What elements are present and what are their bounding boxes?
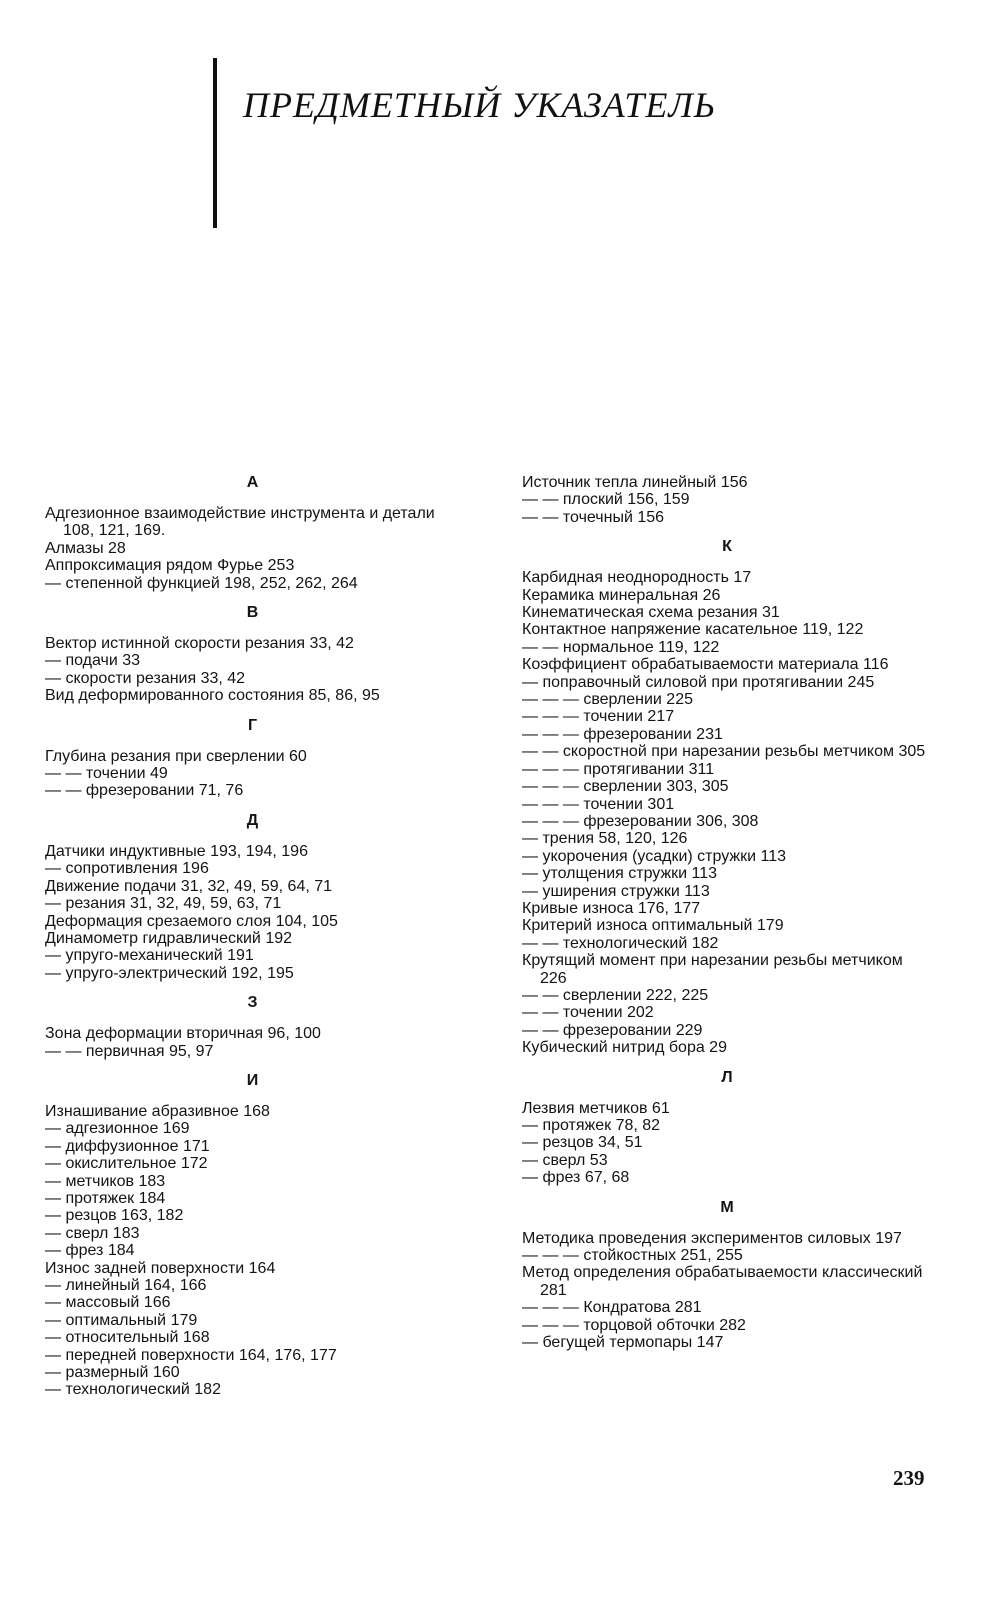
index-entry: Вид деформированного состояния 85, 86, 95	[45, 687, 380, 705]
index-entry: Метод определения обрабатываемости классический 281	[522, 1264, 923, 1299]
index-entry: Крутящий момент при нарезании резьбы метчиком 226	[522, 952, 903, 987]
title-rule	[213, 58, 217, 228]
index-entry: — — фрезеровании 71, 76	[45, 782, 244, 800]
index-section	[45, 812, 460, 982]
index-entry: — утолщения стружки 113	[522, 865, 718, 883]
index-entry: Лезвия метчиков 61	[522, 1099, 670, 1117]
index-column-left	[45, 474, 460, 1399]
index-section	[45, 1072, 460, 1399]
section-letter: В	[246, 604, 259, 622]
index-entry: — резцов 34, 51	[522, 1134, 643, 1152]
section-letter: Д	[246, 811, 259, 829]
index-entry: Вектор истинной скорости резания 33, 42	[45, 635, 354, 653]
index-entry: — трения 58, 120, 126	[522, 830, 688, 848]
index-section	[522, 1199, 932, 1352]
index-entry: — оптимальный 179	[45, 1311, 198, 1329]
index-entry: — — — фрезеровании 231	[522, 725, 723, 743]
index-entry: Коэффициент обрабатываемости материала 116	[522, 656, 889, 674]
index-entry: — протяжек 184	[45, 1189, 166, 1207]
index-entry: Движение подачи 31, 32, 49, 59, 64, 71	[45, 877, 333, 895]
index-entry: — резания 31, 32, 49, 59, 63, 71	[45, 895, 282, 913]
index-entry: — размерный 160	[45, 1364, 180, 1382]
index-entry: — резцов 163, 182	[45, 1207, 184, 1225]
index-entry: — технологический 182	[45, 1381, 221, 1399]
index-entry: — уширения стружки 113	[522, 882, 710, 900]
index-entry: Кубический нитрид бора 29	[522, 1039, 727, 1057]
index-entry: — сверл 53	[522, 1151, 608, 1169]
index-section	[45, 717, 460, 800]
index-entry: — — — точении 217	[522, 708, 675, 726]
section-letter: Л	[721, 1068, 733, 1086]
index-entry: Контактное напряжение касательное 119, 122	[522, 621, 864, 639]
index-entry: Алмазы 28	[45, 539, 126, 557]
index-entry: Критерий износа оптимальный 179	[522, 917, 784, 935]
index-entry: — — точечный 156	[522, 508, 665, 526]
index-entry: — фрез 184	[45, 1242, 135, 1260]
index-entry: — — — Кондратова 281	[522, 1299, 702, 1317]
index-entry: — упруго-электрический 192, 195	[45, 964, 294, 982]
index-entry: — линейный 164, 166	[45, 1277, 207, 1294]
index-entry: — степенной функцией 198, 252, 262, 264	[45, 574, 358, 592]
index-entry: — диффузионное 171	[45, 1137, 210, 1155]
index-entry: — — плоский 156, 159	[522, 491, 690, 509]
index-entry: — — сверлении 222, 225	[522, 986, 709, 1004]
section-letter: З	[247, 994, 258, 1012]
index-column-right	[522, 474, 932, 1351]
index-section	[522, 538, 932, 1056]
index-entry: — — нормальное 119, 122	[522, 638, 720, 656]
index-entry: Динамометр гидравлический 192	[45, 929, 293, 947]
index-section	[522, 1069, 932, 1187]
index-entry: Аппроксимация рядом Фурье 253	[45, 557, 295, 575]
section-letter: А	[246, 474, 259, 491]
index-entry: — укорочения (усадки) стружки 113	[522, 847, 786, 865]
index-entry: Глубина резания при сверлении 60	[45, 747, 307, 765]
index-entry: — сопротивления 196	[45, 860, 209, 878]
index-entry: Карбидная неоднородность 17	[522, 569, 752, 587]
index-entry: Изнашивание абразивное 168	[45, 1102, 270, 1120]
index-entry: — адгезионное 169	[45, 1120, 190, 1138]
index-section	[45, 604, 460, 705]
index-entry: — — — фрезеровании 306, 308	[522, 812, 759, 830]
index-entry: Источник тепла линейный 156	[522, 474, 748, 491]
index-section	[45, 994, 460, 1060]
index-entry: Кривые износа 176, 177	[522, 899, 701, 917]
index-entry: — упруго-механический 191	[45, 947, 254, 965]
index-entry: Деформация срезаемого слоя 104, 105	[45, 912, 338, 930]
index-entry: — сверл 183	[45, 1224, 140, 1242]
section-letter: М	[720, 1198, 734, 1216]
index-entry: — — — точении 301	[522, 795, 675, 813]
section-letter: К	[722, 538, 732, 556]
index-entry: — метчиков 183	[45, 1172, 166, 1190]
index-entry: — — первичная 95, 97	[45, 1042, 214, 1060]
index-entry: — окислительное 172	[45, 1155, 208, 1173]
index-entry: — — скоростной при нарезании резьбы метчиком 305	[522, 743, 926, 761]
index-entry: — — точении 202	[522, 1004, 654, 1022]
index-entry: — — — торцовой обточки 282	[522, 1316, 746, 1334]
page-number: 239	[893, 1466, 925, 1490]
index-entry: — относительный 168	[45, 1329, 210, 1347]
index-section	[45, 474, 460, 592]
index-entry: — — — сверлении 303, 305	[522, 778, 729, 796]
index-entry: — фрез 67, 68	[522, 1169, 630, 1187]
page-title: ПРЕДМЕТНЫЙ УКАЗАТЕЛЬ	[243, 85, 716, 125]
index-entry: Зона деформации вторичная 96, 100	[45, 1025, 321, 1043]
index-entry: — поправочный силовой при протягивании 245	[522, 673, 875, 691]
index-entry: — бегущей термопары 147	[522, 1334, 724, 1352]
index-entry: Датчики индуктивные 193, 194, 196	[45, 842, 308, 860]
index-entry: Адгезионное взаимодействие инструмента и детали 108, 121, 169.	[45, 505, 435, 540]
index-entry: Кинематическая схема резания 31	[522, 604, 780, 622]
index-entry: — подачи 33	[45, 652, 141, 670]
index-entry: — — технологический 182	[522, 934, 719, 952]
index-section	[522, 474, 932, 526]
index-entry: Износ задней поверхности 164	[45, 1259, 276, 1277]
index-entry: Методика проведения экспериментов силовых 197	[522, 1229, 902, 1247]
index-entry: — передней поверхности 164, 176, 177	[45, 1346, 337, 1364]
index-entry: Керамика минеральная 26	[522, 586, 721, 604]
index-entry: — протяжек 78, 82	[522, 1117, 661, 1134]
index-entry: — — — стойкостных 251, 255	[522, 1247, 743, 1265]
index-entry: — — — сверлении 225	[522, 691, 693, 709]
index-entry: — — фрезеровании 229	[522, 1021, 703, 1039]
section-letter: И	[246, 1071, 259, 1089]
index-entry: — скорости резания 33, 42	[45, 669, 246, 687]
index-entry: — — — протягивании 311	[522, 760, 715, 778]
section-letter: Г	[247, 716, 258, 734]
index-entry: — массовый 166	[45, 1294, 171, 1312]
index-entry: — — точении 49	[45, 765, 168, 783]
